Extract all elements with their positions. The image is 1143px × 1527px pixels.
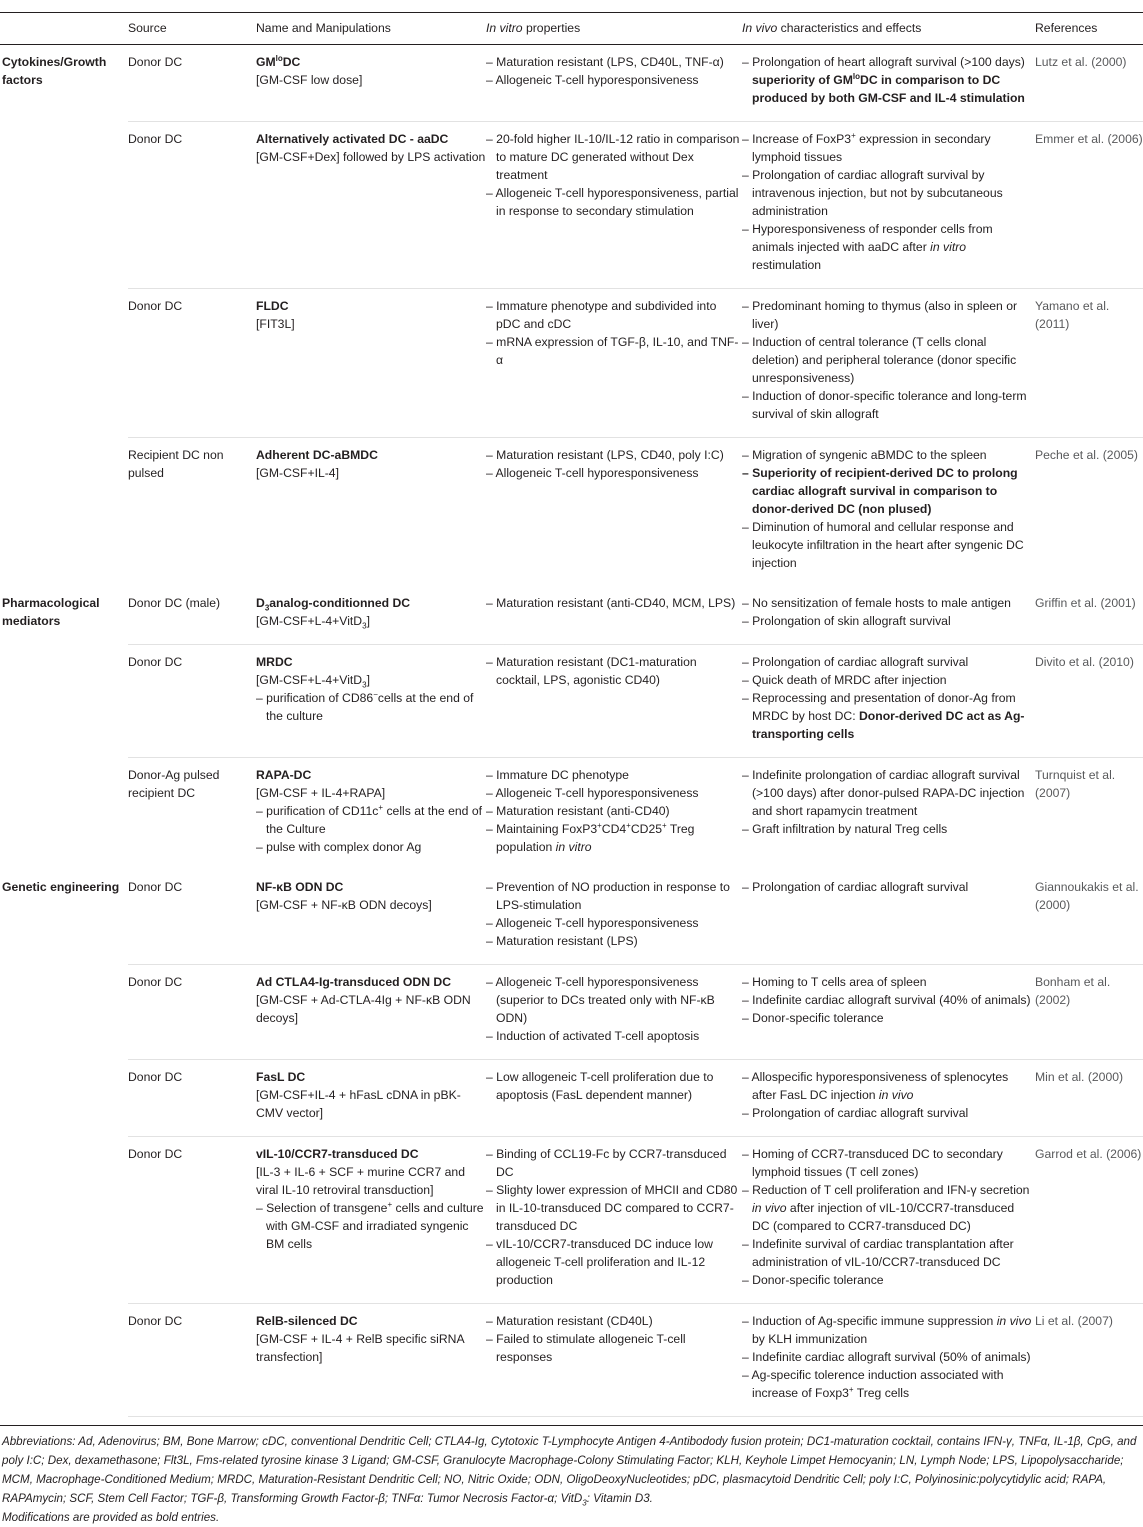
table-row <box>0 122 1143 289</box>
manipulation-line: [GM-CSF + IL-4+RAPA] <box>256 786 386 800</box>
invitro-item: – Binding of CCL19-Fc by CCR7-transduced DC <box>486 1147 727 1179</box>
source-cell: Donor DC <box>128 1137 256 1304</box>
manipulation-line: [GM-CSF + Ad-CTLA-4Ig + NF-κB ODN decoys] <box>256 993 471 1025</box>
invitro-item: – Allogeneic T-cell hyporesponsiveness <box>486 73 699 87</box>
invitro-item: – Immature phenotype and subdivided into pDC and cDC <box>486 299 717 331</box>
invitro-cell <box>486 1060 742 1137</box>
invivo-cell <box>742 122 1035 289</box>
invivo-item: – Diminution of humoral and cellular response and leukocyte infiltration in the heart after syngenic DC injection <box>742 520 1024 570</box>
reference-cell: Griffin et al. (2001) <box>1035 586 1143 645</box>
invivo-item: – Prolongation of cardiac allograft survival by intravenous injection, but not by subcutaneous administration <box>742 168 1003 218</box>
invivo-item: – Prolongation of cardiac allograft survival <box>742 1106 969 1120</box>
invivo-item: – Indefinite cardiac allograft survival (50% of animals) <box>742 1350 1031 1364</box>
invivo-item: – Quick death of MRDC after injection <box>742 673 947 687</box>
source-cell: Donor DC <box>128 289 256 438</box>
manipulation-line: [GM-CSF low dose] <box>256 73 363 87</box>
invivo-item: – Reprocessing and presentation of donor-Ag from MRDC by host DC: Donor-derived DC act as Ag-transporting cells <box>742 691 1025 741</box>
dc-name: vIL-10/CCR7-transduced DC <box>256 1147 419 1161</box>
source-cell: Donor DC <box>128 870 256 965</box>
dc-name: Adherent DC-aBMDC <box>256 448 378 462</box>
invivo-item: – Graft infiltration by natural Treg cells <box>742 822 948 836</box>
invitro-item: – vIL-10/CCR7-transduced DC induce low allogeneic T-cell proliferation and IL-12 production <box>486 1237 713 1287</box>
invivo-item: – Donor-specific tolerance <box>742 1011 884 1025</box>
table-row <box>0 1060 1143 1137</box>
source-cell: Donor DC <box>128 645 256 758</box>
invivo-cell <box>742 758 1035 871</box>
invitro-cell <box>486 965 742 1060</box>
name-cell <box>256 1137 486 1304</box>
category-cell: Genetic engineering <box>2 880 120 894</box>
reference-cell: Peche et al. (2005) <box>1035 448 1138 462</box>
source-cell: Donor DC <box>128 965 256 1060</box>
invitro-item: – Allogeneic T-cell hyporesponsiveness <box>486 466 699 480</box>
header-source: Source <box>128 21 167 35</box>
source-cell: Donor DC <box>128 1304 256 1417</box>
reference-cell: Turnquist et al. (2007) <box>1035 768 1116 800</box>
invivo-cell <box>742 1137 1035 1304</box>
dc-name: RelB-silenced DC <box>256 1314 358 1328</box>
manipulation-line: [IL-3 + IL-6 + SCF + murine CCR7 and viral IL-10 retroviral transduction] <box>256 1165 465 1197</box>
source-cell: Donor DC (male) <box>128 586 256 645</box>
category-cell: Cytokines/Growth factors <box>2 55 107 87</box>
header-invivo <box>742 13 1035 45</box>
dc-name: $GM^{lo}DC$ <box>256 53 301 69</box>
invitro-item: – Maturation resistant (LPS, CD40L, TNF-α) <box>486 55 724 69</box>
reference-cell: Garrod et al. (2006) <box>1035 1137 1143 1304</box>
dc-name: Alternatively activated DC - aaDC <box>256 132 449 146</box>
table-row <box>0 289 1143 438</box>
invivo-cell <box>742 45 1035 122</box>
invitro-item: – 20-fold higher IL-10/IL-12 ratio in comparison to mature DC generated without Dex treatment <box>486 132 740 182</box>
dc-name: FLDC <box>256 299 289 313</box>
invitro-item: – Low allogeneic T-cell proliferation due to apoptosis (FasL dependent manner) <box>486 1070 714 1102</box>
name-cell <box>256 289 486 438</box>
invitro-item: – Prevention of NO production in response to LPS-stimulation <box>486 880 730 912</box>
source-cell: Recipient DC non pulsed <box>128 448 224 480</box>
invivo-item: – Donor-specific tolerance <box>742 1273 884 1287</box>
invivo-cell <box>742 438 1035 587</box>
invitro-item: – mRNA expression of TGF-β, IL-10, and TNF-α <box>486 335 739 367</box>
invitro-cell <box>486 438 742 587</box>
table-row <box>0 645 1143 758</box>
category-cell: Pharmacological mediators <box>2 596 100 628</box>
reference-cell: Giannoukakis et al. (2000) <box>1035 870 1143 965</box>
invitro-item: – Maturation resistant (DC1-maturation cocktail, LPS, agonistic CD40) <box>486 655 697 687</box>
dc-name: MRDC <box>256 655 293 669</box>
invivo-cell <box>742 870 1035 965</box>
header-references: References <box>1035 21 1098 35</box>
manipulation-line: – Selection of transgene+ cells and culture with GM-CSF and irradiated syngenic BM cells <box>256 1199 484 1251</box>
manipulation-line: [FIT3L] <box>256 317 295 331</box>
table-row <box>0 45 1143 122</box>
invivo-item: – Induction of central tolerance (T cells clonal deletion) and peripheral tolerance (donor specific unresponsiveness) <box>742 335 1017 385</box>
manipulation-line: [GM-CSF+IL-4] <box>256 466 339 480</box>
footnote-modifications: Modifications are provided as bold entries. <box>2 1511 220 1524</box>
manipulation-line: – purification of CD11c+ cells at the end of the Culture <box>256 802 482 836</box>
header-invivo-rest: characteristics and effects <box>777 21 922 35</box>
dc-name: NF-κB ODN DC <box>256 880 344 894</box>
dc-name: FasL DC <box>256 1070 306 1084</box>
invitro-cell <box>486 289 742 438</box>
invitro-item: – Allogeneic T-cell hyporesponsiveness (superior to DCs treated only with NF-κB ODN) <box>486 975 715 1025</box>
header-invitro <box>486 13 742 45</box>
invitro-item: – Maintaining FoxP3+CD4+CD25+ Treg population in vitro <box>486 820 695 854</box>
manipulation-line: [GM-CSF+IL-4 + hFasL cDNA in pBK-CMV vector] <box>256 1088 461 1120</box>
invivo-item: – Homing to T cells area of spleen <box>742 975 927 989</box>
table-row <box>0 1304 1143 1417</box>
invitro-cell <box>486 45 742 122</box>
invitro-item: – Immature DC phenotype <box>486 768 629 782</box>
invitro-cell <box>486 1304 742 1417</box>
table-row <box>0 965 1143 1060</box>
header-category <box>0 13 128 45</box>
dc-name: RAPA-DC <box>256 768 312 782</box>
invivo-cell <box>742 1060 1035 1137</box>
invitro-item: – Maturation resistant (anti-CD40, MCM, LPS) <box>486 596 736 610</box>
invivo-item: – Reduction of T cell proliferation and IFN-γ secretion in vivo after injection of vIL-10/CCR7-transduced DC (compared to CCR7-transduced DC) <box>742 1183 1030 1233</box>
invivo-item: – Indefinite prolongation of cardiac allograft survival (>100 days) after donor-pulsed RAPA-DC injection and short rapamycin treatment <box>742 768 1025 818</box>
manipulation-line: [GM-CSF + IL-4 + RelB specific siRNA transfection] <box>256 1332 464 1364</box>
manipulation-line: [GM-CSF+L-4+VitD$_3$] <box>256 673 370 690</box>
name-cell <box>256 645 486 758</box>
invitro-cell <box>486 870 742 965</box>
invitro-cell <box>486 122 742 289</box>
invivo-item: – No sensitization of female hosts to male antigen <box>742 596 1011 610</box>
manipulation-line: [GM-CSF + NF-κB ODN decoys] <box>256 898 432 912</box>
invivo-item: – Predominant homing to thymus (also in spleen or liver) <box>742 299 1018 331</box>
manipulation-line: [GM-CSF+L-4+VitD$_3$] <box>256 614 370 631</box>
reference-cell: Lutz et al. (2000) <box>1035 45 1143 122</box>
source-cell: Donor DC <box>128 45 256 122</box>
reference-cell: Li et al. (2007) <box>1035 1304 1143 1417</box>
invitro-cell <box>486 1137 742 1304</box>
invivo-item: – Induction of Ag-specific immune suppression in vivo by KLH immunization <box>742 1314 1032 1346</box>
invivo-item: – Homing of CCR7-transduced DC to secondary lymphoid tissues (T cell zones) <box>742 1147 1003 1179</box>
invivo-item: – Increase of FoxP3+ expression in secondary lymphoid tissues <box>742 130 991 164</box>
header-name: Name and Manipulations <box>256 21 391 35</box>
name-cell <box>256 1304 486 1417</box>
table-row <box>0 758 1143 871</box>
invitro-cell <box>486 758 742 871</box>
invitro-item: – Maturation resistant (LPS) <box>486 934 638 948</box>
reference-cell: Divito et al. (2010) <box>1035 645 1143 758</box>
source-cell: Donor-Ag pulsed recipient DC <box>128 768 220 800</box>
table-bottom-rule <box>0 1425 1143 1426</box>
invitro-item: – Slighty lower expression of MHCII and CD80 in IL-10-transduced DC compared to CCR7-transduced DC <box>486 1183 738 1233</box>
table-row <box>0 1137 1143 1304</box>
invivo-item: – Hyporesponsiveness of responder cells from animals injected with aaDC after in vitro restimulation <box>742 222 993 272</box>
name-cell <box>256 1060 486 1137</box>
invivo-item: – Prolongation of skin allograft survival <box>742 614 951 628</box>
invivo-item: – Indefinite survival of cardiac transplantation after administration of vIL-10/CCR7-transduced DC <box>742 1237 1014 1269</box>
invivo-item: – Ag-specific tolerence induction associated with increase of Foxp3+ Treg cells <box>742 1368 1004 1400</box>
header-invitro-em: In vitro <box>486 21 523 35</box>
invitro-item: – Allogeneic T-cell hyporesponsiveness <box>486 916 699 930</box>
invivo-item: – Prolongation of cardiac allograft survival <box>742 880 969 894</box>
invivo-cell <box>742 645 1035 758</box>
dc-name: $D_3analog$-conditionned DC <box>256 596 411 613</box>
header-row <box>0 13 1143 45</box>
manipulation-line: [GM-CSF+Dex] followed by LPS activation <box>256 150 486 164</box>
reference-cell: Emmer et al. (2006) <box>1035 122 1143 289</box>
invivo-cell <box>742 1304 1035 1417</box>
invivo-item: – Prolongation of cardiac allograft survival <box>742 655 969 669</box>
invivo-item: – Prolongation of heart allograft survival (>100 days) superiority of $GM^{lo}DC$ in comparison to DC produced by both GM-CSF and IL-4 stimulation <box>742 55 1025 105</box>
name-cell <box>256 438 486 587</box>
manipulation-line: – purification of CD86−cells at the end of the culture <box>256 689 474 723</box>
table-row <box>0 870 1143 965</box>
invitro-item: – Allogeneic T-cell hyporesponsiveness <box>486 786 699 800</box>
name-cell <box>256 870 486 965</box>
dc-name: Ad CTLA4-Ig-transduced ODN DC <box>256 975 451 989</box>
invivo-item: – Indefinite cardiac allograft survival (40% of animals) <box>742 993 1031 1007</box>
invitro-item: – Maturation resistant (LPS, CD40, poly I:C) <box>486 448 724 462</box>
source-cell: Donor DC <box>128 122 256 289</box>
table-footnote <box>2 1432 1141 1527</box>
name-cell <box>256 758 486 871</box>
reference-cell: Bonham et al. (2002) <box>1035 965 1143 1060</box>
reference-cell: Min et al. (2000) <box>1035 1060 1143 1137</box>
invivo-cell <box>742 965 1035 1060</box>
invitro-item: – Maturation resistant (anti-CD40) <box>486 804 670 818</box>
name-cell <box>256 965 486 1060</box>
table-row <box>0 438 1143 587</box>
dc-table <box>0 13 1143 1417</box>
invitro-cell <box>486 586 742 645</box>
manipulation-line: – pulse with complex donor Ag <box>256 840 422 854</box>
invivo-cell <box>742 289 1035 438</box>
footnote-abbreviations: Abbreviations: Ad, Adenovirus; BM, Bone Marrow; cDC, conventional Dendritic Cell; CTLA4-Ig, Cytotoxic T-Lymphocyte Antigen 4-Antibodody fusion protein; DC1-maturation cocktail, contains IFN-γ, TNFα, IL-1β, CpG, and poly I:C; Dex, dexamethasone; Flt3L, Fms-related tyrosine kinase 3 Ligand; GM-CSF, Granulocyte Macrophage-Colony Stimulating Factor; KLH, Keyhole Limpet Hemocyanin; LN, Lymph Node; LPS, Lipopolysaccharide; MCM, Macrophage-Conditioned Medium; MRDC, Maturation-Resistant Dendritic Cell; NO, Nitric Oxide; ODN, OligoDeoxyNucleotides; pDC, plasmacytoid Dendritic Cell; poly I:C, Polyinosinic:polycytidylic acid; RAPA, RAPAmycin; SCF, Stem Cell Factor; TGF-β, Transforming Growth Factor-β; TNFα: Tumor Necrosis Factor-α; VitD$_3$: Vitamin D3. <box>2 1435 1137 1508</box>
invivo-item: – Migration of syngenic aBMDC to the spleen <box>742 448 987 462</box>
invivo-item: – Superiority of recipient-derived DC to prolong cardiac allograft survival in comparison to donor-derived DC (non plused) <box>742 466 1018 516</box>
name-cell <box>256 586 486 645</box>
header-invivo-em: In vivo <box>742 21 778 35</box>
table-row <box>0 586 1143 645</box>
name-cell <box>256 122 486 289</box>
invivo-item: – Induction of donor-specific tolerance and long-term survival of skin allograft <box>742 389 1027 421</box>
reference-cell: Yamano et al. (2011) <box>1035 289 1143 438</box>
source-cell: Donor DC <box>128 1060 256 1137</box>
invivo-cell <box>742 586 1035 645</box>
invitro-item: – Failed to stimulate allogeneic T-cell responses <box>486 1332 686 1364</box>
name-cell <box>256 45 486 122</box>
header-invitro-rest: properties <box>522 21 581 35</box>
invitro-item: – Maturation resistant (CD40L) <box>486 1314 653 1328</box>
invitro-item: – Induction of activated T-cell apoptosis <box>486 1029 700 1043</box>
invitro-item: – Allogeneic T-cell hyporesponsiveness, partial in response to secondary stimulation <box>486 186 739 218</box>
invitro-cell <box>486 645 742 758</box>
invivo-item: – Allospecific hyporesponsiveness of splenocytes after FasL DC injection in vivo <box>742 1070 1009 1102</box>
